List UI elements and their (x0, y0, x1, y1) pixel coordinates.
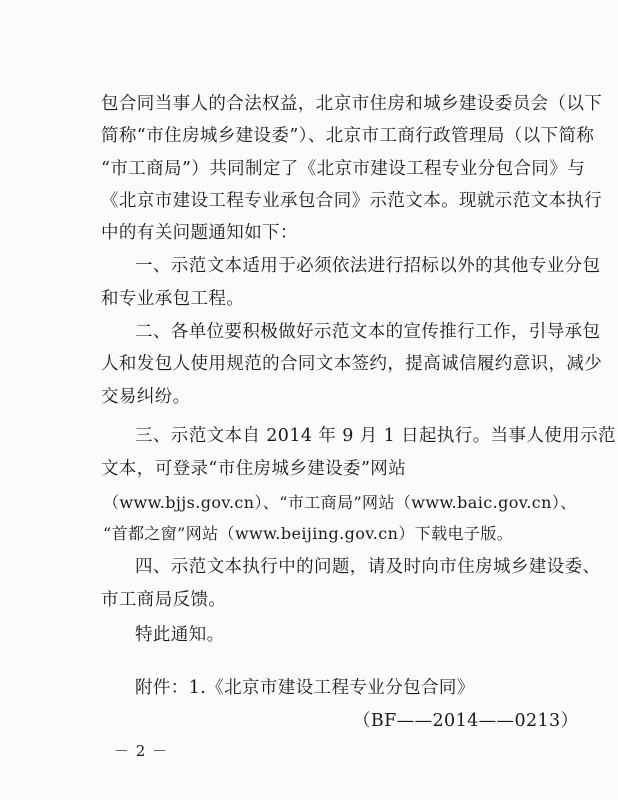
item-3-website-line: （www.bjjs.gov.cn）、“市工商局”网站（www.baic.gov.cn）、 (103, 493, 577, 512)
body-line: 包合同当事人的合法权益，北京市住房和城乡建设委员会（以下 (101, 94, 603, 114)
closing-line: 特此通知。 (135, 625, 225, 645)
attachment-line: 附件：1.《北京市建设工程专业分包合同》 (135, 678, 475, 698)
page-number: － 2 － (114, 742, 169, 760)
item-2-line: 二、各单位要积极做好示范文本的宣传推行工作，引导承包 (135, 322, 601, 342)
body-line: 中的有关问题通知如下： (101, 223, 298, 243)
item-3-line: 三、示范文本自 2014 年 9 月 1 日起执行。当事人使用示范 (135, 426, 616, 446)
item-1-line: 和专业承包工程。 (101, 289, 245, 309)
body-line: “市工商局”）共同制定了《北京市建设工程专业分包合同》与 (101, 159, 586, 179)
body-line: 《北京市建设工程专业承包合同》示范文本。现就示范文本执行 (101, 191, 603, 211)
item-4-line: 市工商局反馈。 (101, 590, 227, 610)
item-4-line: 四、示范文本执行中的问题，请及时向市住房城乡建设委、 (135, 557, 601, 577)
attachment-code: （BF——2014——0213） (353, 711, 579, 731)
item-2-line: 人和发包人使用规范的合同文本签约，提高诚信履约意识，减少 (101, 354, 603, 374)
body-line: 简称“市住房城乡建设委”）、北京市工商行政管理局（以下简称 (101, 126, 595, 146)
item-2-line: 交易纠纷。 (101, 387, 191, 407)
item-3-website-line: “首都之窗”网站（www.beijing.gov.cn）下载电子版。 (103, 524, 514, 543)
item-1-line: 一、示范文本适用于必须依法进行招标以外的其他专业分包 (135, 256, 601, 276)
item-3-line: 文本，可登录“市住房城乡建设委”网站 (101, 459, 407, 479)
